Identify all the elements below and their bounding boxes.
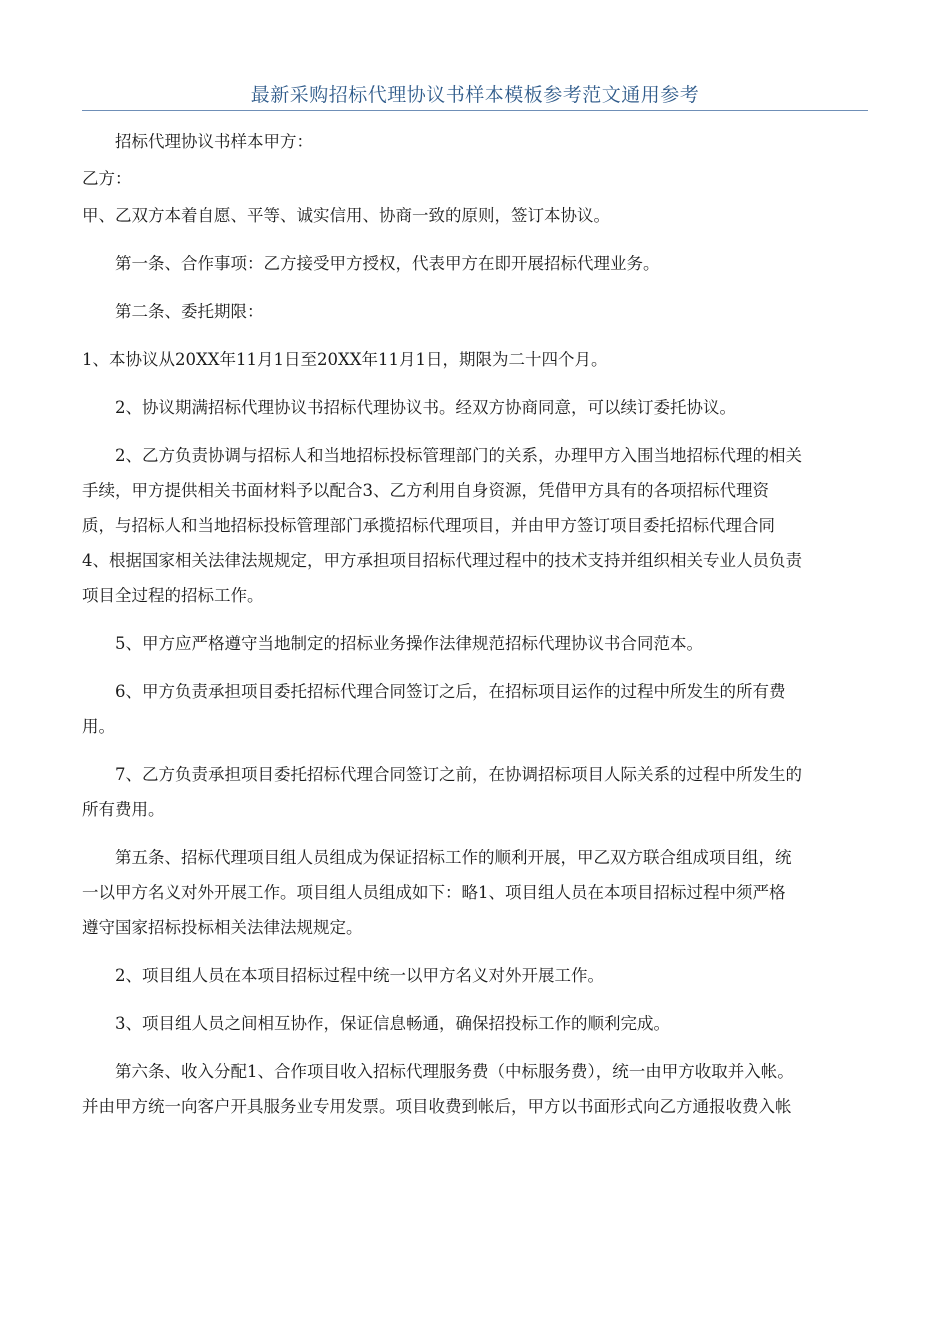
paragraph-line: 甲、乙双方本着自愿、平等、诚实信用、协商一致的原则，签订本协议。 xyxy=(82,206,610,225)
paragraph-3 xyxy=(82,198,872,233)
paragraph-15 xyxy=(82,1054,872,1124)
paragraph-11 xyxy=(82,757,872,827)
paragraph-8 xyxy=(82,438,872,613)
paragraph-line: 7、乙方负责承担项目委托招标代理合同签订之前，在协调招标项目人际关系的过程中所发生的 xyxy=(115,765,802,784)
paragraph-13 xyxy=(82,958,872,993)
paragraph-4 xyxy=(82,246,872,281)
paragraph-5 xyxy=(82,294,872,329)
paragraph-line: 遵守国家招标投标相关法律法规规定。 xyxy=(82,918,363,937)
paragraph-line: 3、项目组人员之间相互协作，保证信息畅通，确保招投标工作的顺利完成。 xyxy=(115,1014,670,1033)
paragraph-14 xyxy=(82,1006,872,1041)
document-title: 最新采购招标代理协议书样本模板参考范文通用参考 xyxy=(250,84,700,106)
paragraph-line: 5、甲方应严格遵守当地制定的招标业务操作法律规范招标代理协议书合同范本。 xyxy=(115,634,703,653)
paragraph-line: 1、本协议从20XX年11月1日至20XX年11月1日，期限为二十四个月。 xyxy=(82,350,608,369)
paragraph-line: 6、甲方负责承担项目委托招标代理合同签订之后，在招标项目运作的过程中所发生的所有费 xyxy=(115,682,786,701)
paragraph-line: 所有费用。 xyxy=(82,800,165,819)
paragraph-line: 用。 xyxy=(82,717,115,736)
paragraph-2 xyxy=(82,161,872,196)
paragraph-7 xyxy=(82,390,872,425)
paragraph-line: 质，与招标人和当地招标投标管理部门承揽招标代理项目，并由甲方签订项目委托招标代理合同 xyxy=(82,516,775,535)
paragraph-line: 2、协议期满招标代理协议书招标代理协议书。经双方协商同意，可以续订委托协议。 xyxy=(115,398,736,417)
paragraph-6 xyxy=(82,342,872,377)
paragraph-line: 并由甲方统一向客户开具服务业专用发票。项目收费到帐后，甲方以书面形式向乙方通报收费入帐 xyxy=(82,1097,792,1116)
paragraph-line: 2、项目组人员在本项目招标过程中统一以甲方名义对外开展工作。 xyxy=(115,966,604,985)
paragraph-12 xyxy=(82,840,872,945)
paragraph-line: 第五条、招标代理项目组人员组成为保证招标工作的顺利开展，甲乙双方联合组成项目组，统 xyxy=(115,848,792,867)
paragraph-line: 4、根据国家相关法律法规规定，甲方承担项目招标代理过程中的技术支持并组织相关专业人员负责 xyxy=(82,551,802,570)
paragraph-line: 第六条、收入分配1、合作项目收入招标代理服务费（中标服务费），统一由甲方收取并入帐。 xyxy=(115,1062,794,1081)
paragraph-line: 2、乙方负责协调与招标人和当地招标投标管理部门的关系，办理甲方入围当地招标代理的相关 xyxy=(115,446,802,465)
paragraph-line: 乙方： xyxy=(82,169,132,188)
paragraph-line: 项目全过程的招标工作。 xyxy=(82,586,264,605)
paragraph-line: 一以甲方名义对外开展工作。项目组人员组成如下：略1、项目组人员在本项目招标过程中须严格 xyxy=(82,883,786,902)
paragraph-line: 手续，甲方提供相关书面材料予以配合3、乙方利用自身资源，凭借甲方具有的各项招标代理资 xyxy=(82,481,769,500)
page-header xyxy=(82,80,868,111)
paragraph-1 xyxy=(82,124,872,159)
paragraph-line: 第二条、委托期限： xyxy=(115,302,264,321)
paragraph-10 xyxy=(82,674,872,744)
paragraph-9 xyxy=(82,626,872,661)
paragraph-line: 招标代理协议书样本甲方： xyxy=(115,132,313,151)
paragraph-line: 第一条、合作事项：乙方接受甲方授权，代表甲方在即开展招标代理业务。 xyxy=(115,254,660,273)
document-body xyxy=(82,124,872,1137)
